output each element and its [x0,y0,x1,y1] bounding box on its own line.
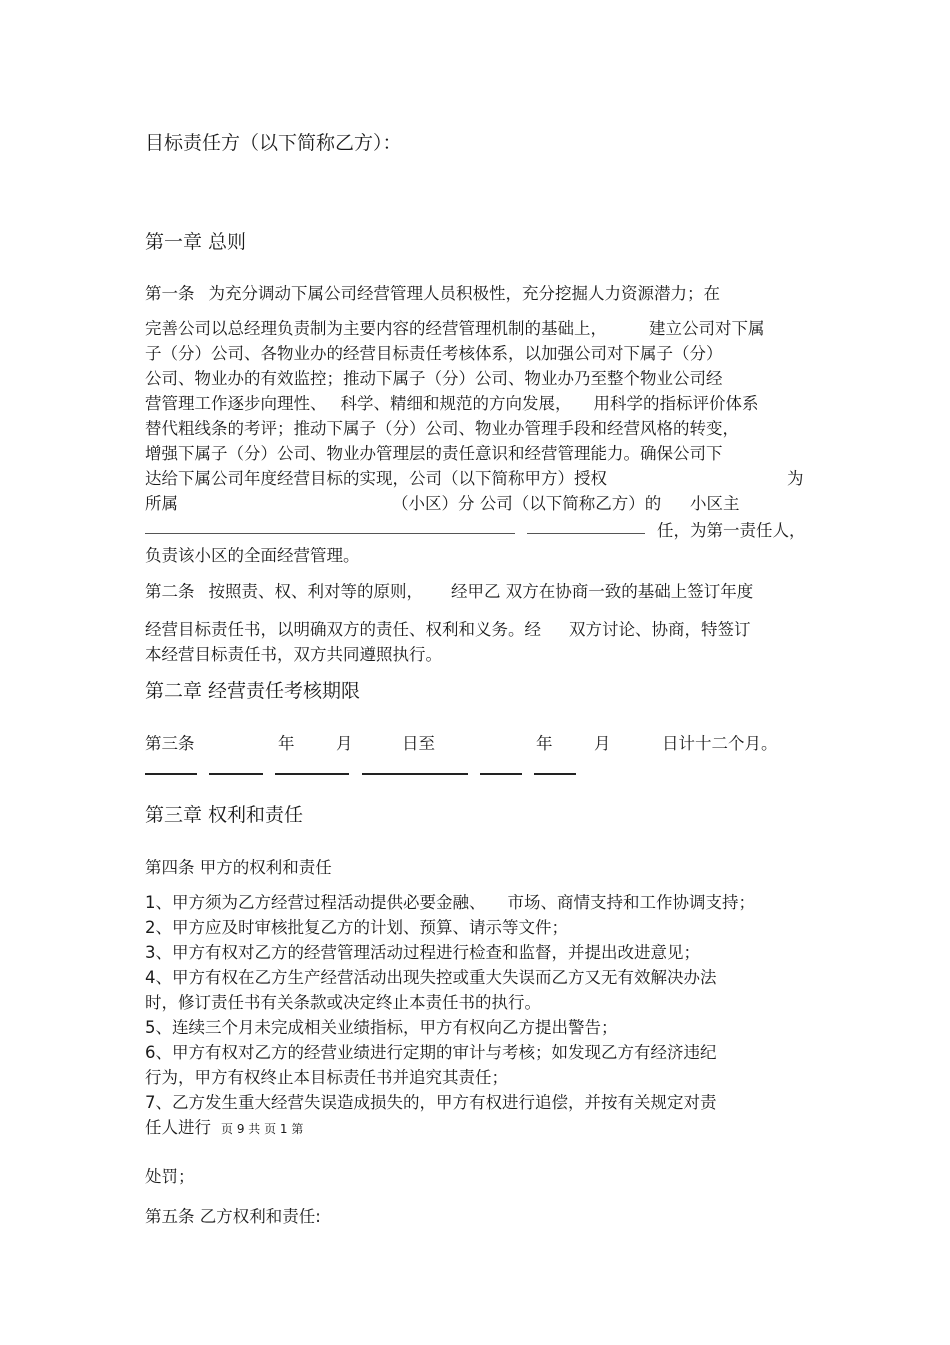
article-1-text-2a: 完善公司以总经理负责制为主要内容的经营管理机制的基础上， [145,319,607,338]
article-1-line-9: 所属 [145,494,178,513]
article-2-text-1a: 按照责、权、利对等的原则， [208,582,423,601]
article-1-line-9-mid: （小区）分 公司（以下简称乙方）的 [392,494,662,513]
article-1-text-1: 为充分调动下属公司经营管理人员积极性，充分挖掘人力资源潜力；在 [208,284,720,303]
article-3-tail: 日计十二个月。 [662,734,778,753]
article-2-line-1 [145,581,753,603]
article-3-label: 第三条 [145,734,195,753]
article-4-item-6a: 6、甲方有权对乙方的经营业绩进行定期的审计与考核；如发现乙方有经济违纪 [145,1043,717,1062]
article-4-item-7b [145,1117,303,1140]
article-1-label: 第一条 [145,284,195,303]
article-5-heading: 第五条 乙方权利和责任: [145,1207,321,1226]
article-4-item-1a: 1、甲方须为乙方经营过程活动提供必要金融、 [145,893,486,912]
article-1-line-7: 增强下属子（分）公司、物业办管理层的责任意识和经营管理能力。确保公司下 [145,444,723,463]
chapter-1-heading: 第一章 总则 [145,231,247,253]
article-1-line-6: 替代粗线条的考评；推动下属子（分）公司、物业办管理手段和经营风格的转变， [145,419,739,438]
article-4-item-3: 3、甲方有权对乙方的经营管理活动过程进行检查和监督，并提出改进意见； [145,943,700,962]
article-1-line-2 [145,318,765,340]
article-1-line-1 [145,283,720,305]
article-2-line-3: 本经营目标责任书，双方共同遵照执行。 [145,645,442,664]
article-1-text-5a: 营管理工作逐步向理性、 [145,394,327,413]
article-2-line-2 [145,619,751,641]
page-number-note: 页 9 共 页 1 第 [221,1122,304,1136]
article-2-text-1b: 经甲乙 双方在协商一致的基础上签订年度 [451,582,754,601]
article-1-text-5b: 科学、精细和规范的方向发展， [340,394,572,413]
chapter-3-heading: 第三章 权利和责任 [145,804,304,826]
article-4-heading: 第四条 甲方的权利和责任 [145,858,332,877]
article-1-text-2b: 建立公司对下属 [649,319,765,338]
article-1-line-3: 子（分）公司、各物业办的经营目标责任考核体系，以加强公司对下属子（分） [145,344,723,363]
article-1-line-8-tail: 为 [787,469,804,488]
article-1-line-9-tail: 小区主 [690,494,740,513]
article-4-item-1b: 市场、商情支持和工作协调支持； [507,893,755,912]
blank-underline-name [145,533,515,534]
article-4-item-6b: 行为，甲方有权终止本目标责任书并追究其责任； [145,1068,508,1087]
article-4-item-4a: 4、甲方有权在乙方生产经营活动出现失控或重大失误而乙方又无有效解决办法 [145,968,717,987]
article-1-line-11: 负责该小区的全面经营管理。 [145,546,360,565]
article-2-text-2b: 双方讨论、协商，特签订 [569,620,751,639]
article-2-label: 第二条 [145,582,195,601]
blank-underline-start-year [145,773,197,775]
article-3-month-2: 月 [594,734,611,753]
article-3-year-2: 年 [536,734,553,753]
article-4-item-7a: 7、乙方发生重大经营失误造成损失的，甲方有权进行追偿，并按有关规定对责 [145,1093,717,1112]
article-1-line-5 [145,393,759,415]
article-1-line-4: 公司、物业办的有效监控；推动下属子（分）公司、物业办乃至整个物业公司经 [145,369,723,388]
article-3-day-to: 日至 [402,734,435,753]
blank-underline-start-month [209,773,263,775]
article-4-item-7b-text: 任人进行 [145,1118,211,1137]
blank-underline-end-day [534,773,576,775]
article-1-text-5c: 用科学的指标评价体系 [593,394,759,413]
article-2-text-2a: 经营目标责任书，以明确双方的责任、权利和义务。经 [145,620,541,639]
chapter-2-heading: 第二章 经营责任考核期限 [145,680,361,702]
blank-underline-end-month [480,773,522,775]
blank-underline-post [527,533,645,534]
party-title: 目标责任方（以下简称乙方）： [145,132,402,154]
article-1-line-8: 达给下属公司年度经营目标的实现，公司（以下简称甲方）授权 [145,469,607,488]
article-4-item-5: 5、连续三个月未完成相关业绩指标，甲方有权向乙方提出警告； [145,1018,618,1037]
article-3-year-1: 年 [278,734,295,753]
article-4-item-2: 2、甲方应及时审核批复乙方的计划、预算、请示等文件； [145,918,568,937]
article-4-item-4b: 时，修订责任书有关条款或决定终止本责任书的执行。 [145,993,541,1012]
blank-underline-start-day [275,773,349,775]
blank-underline-end-year [362,773,468,775]
article-4-item-7c: 处罚； [145,1167,195,1186]
article-1-line-10: 任，为第一责任人， [657,521,806,540]
article-4-item-1 [145,892,755,914]
article-3-month-1: 月 [336,734,353,753]
